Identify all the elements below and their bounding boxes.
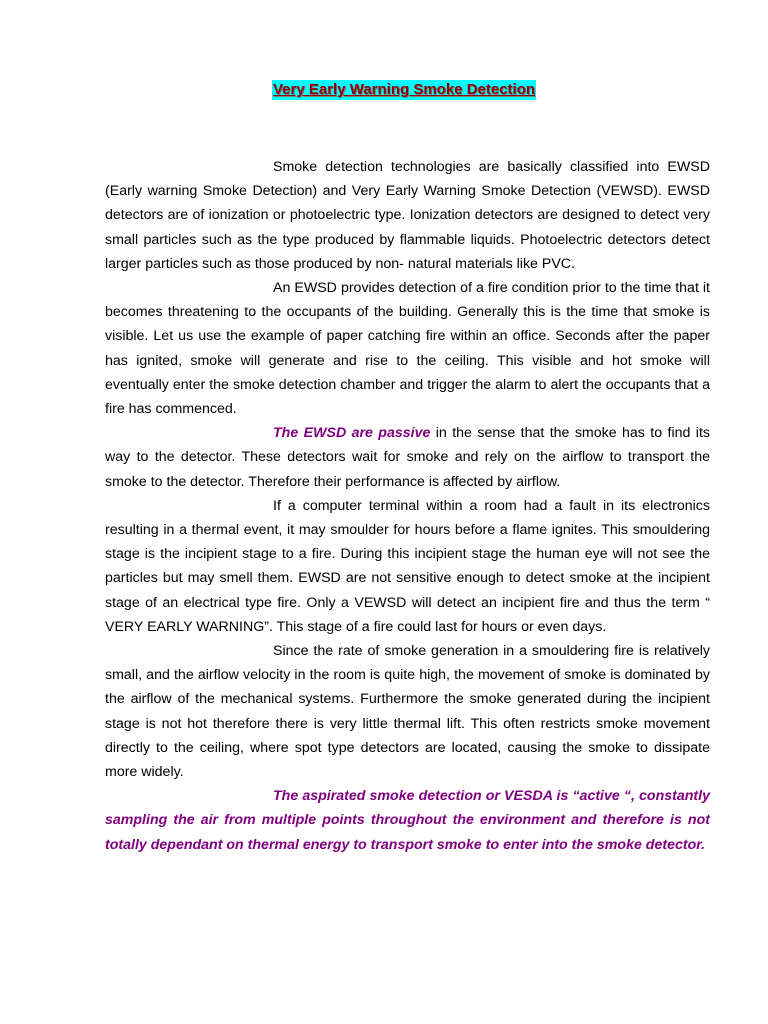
- paragraph-intro: Smoke detection technologies are basically classified into EWSD (Early warning Smoke Detection) and Very Early Warning Smoke Detection (VEWSD). EWSD detectors are of ionization or photoelectric type. Ionization detectors are designed to detect very small particles such as the type produced by flammable liquids. Photoelectric detectors detect larger particles such as those produced by non- natural materials like PVC.: [105, 159, 710, 272]
- paragraph-incipient-stage: If a computer terminal within a room had a fault in its electronics resulting in a thermal event, it may smoulder for hours before a flame ignites. This smouldering stage is the incipient stage to a fire. During this incipient stage the human eye will not see the particles but may smell them. EWSD are not sensitive enough to detect smoke at the incipient stage of an electrical type fire. Only a VEWSD will detect an incipient fire and thus the term “ VERY EARLY WARNING”. This stage of a fire could last for hours or even days.: [105, 497, 710, 635]
- title-container: [272, 80, 672, 100]
- paragraph-ewsd-passive: [105, 421, 710, 494]
- paragraph-ewsd-definition: An EWSD provides detection of a fire condition prior to the time that it becomes threatening to the occupants of the building. Generally this is the time that smoke is visible. Let us use the example of paper catching fire within an office. Seconds after the paper has ignited, smoke will generate and rise to the ceiling. This visible and hot smoke will eventually enter the smoke detection chamber and trigger the alarm to alert the occupants that a fire has commenced.: [105, 280, 710, 418]
- emphasis-ewsd-passive: The EWSD are passive: [273, 425, 431, 442]
- paragraph-smoke-movement: Since the rate of smoke generation in a smouldering fire is relatively small, and the airflow velocity in the room is quite high, the movement of smoke is dominated by the airflow of the mechanical systems. Furthermore the smoke generated during the incipient stage is not hot therefore there is very little thermal lift. This often restricts smoke movement directly to the ceiling, where spot type detectors are located, causing the smoke to dissipate more widely.: [105, 643, 710, 781]
- paragraph-vesda-active: The aspirated smoke detection or VESDA is “active “, constantly sampling the air from multiple points throughout the environment and therefore is not totally dependant on thermal energy to transport smoke to enter into the smoke detector.: [105, 788, 710, 853]
- document-title: Very Early Warning Smoke Detection: [273, 81, 536, 98]
- paragraph-ewsd-passive-text: in the sense that the smoke has to find its way to the detector. These detectors wait for smoke and rely on the airflow to transport the smoke to the detector. Therefore their performance is affected by airflow.: [105, 425, 710, 490]
- document-body: [105, 155, 710, 857]
